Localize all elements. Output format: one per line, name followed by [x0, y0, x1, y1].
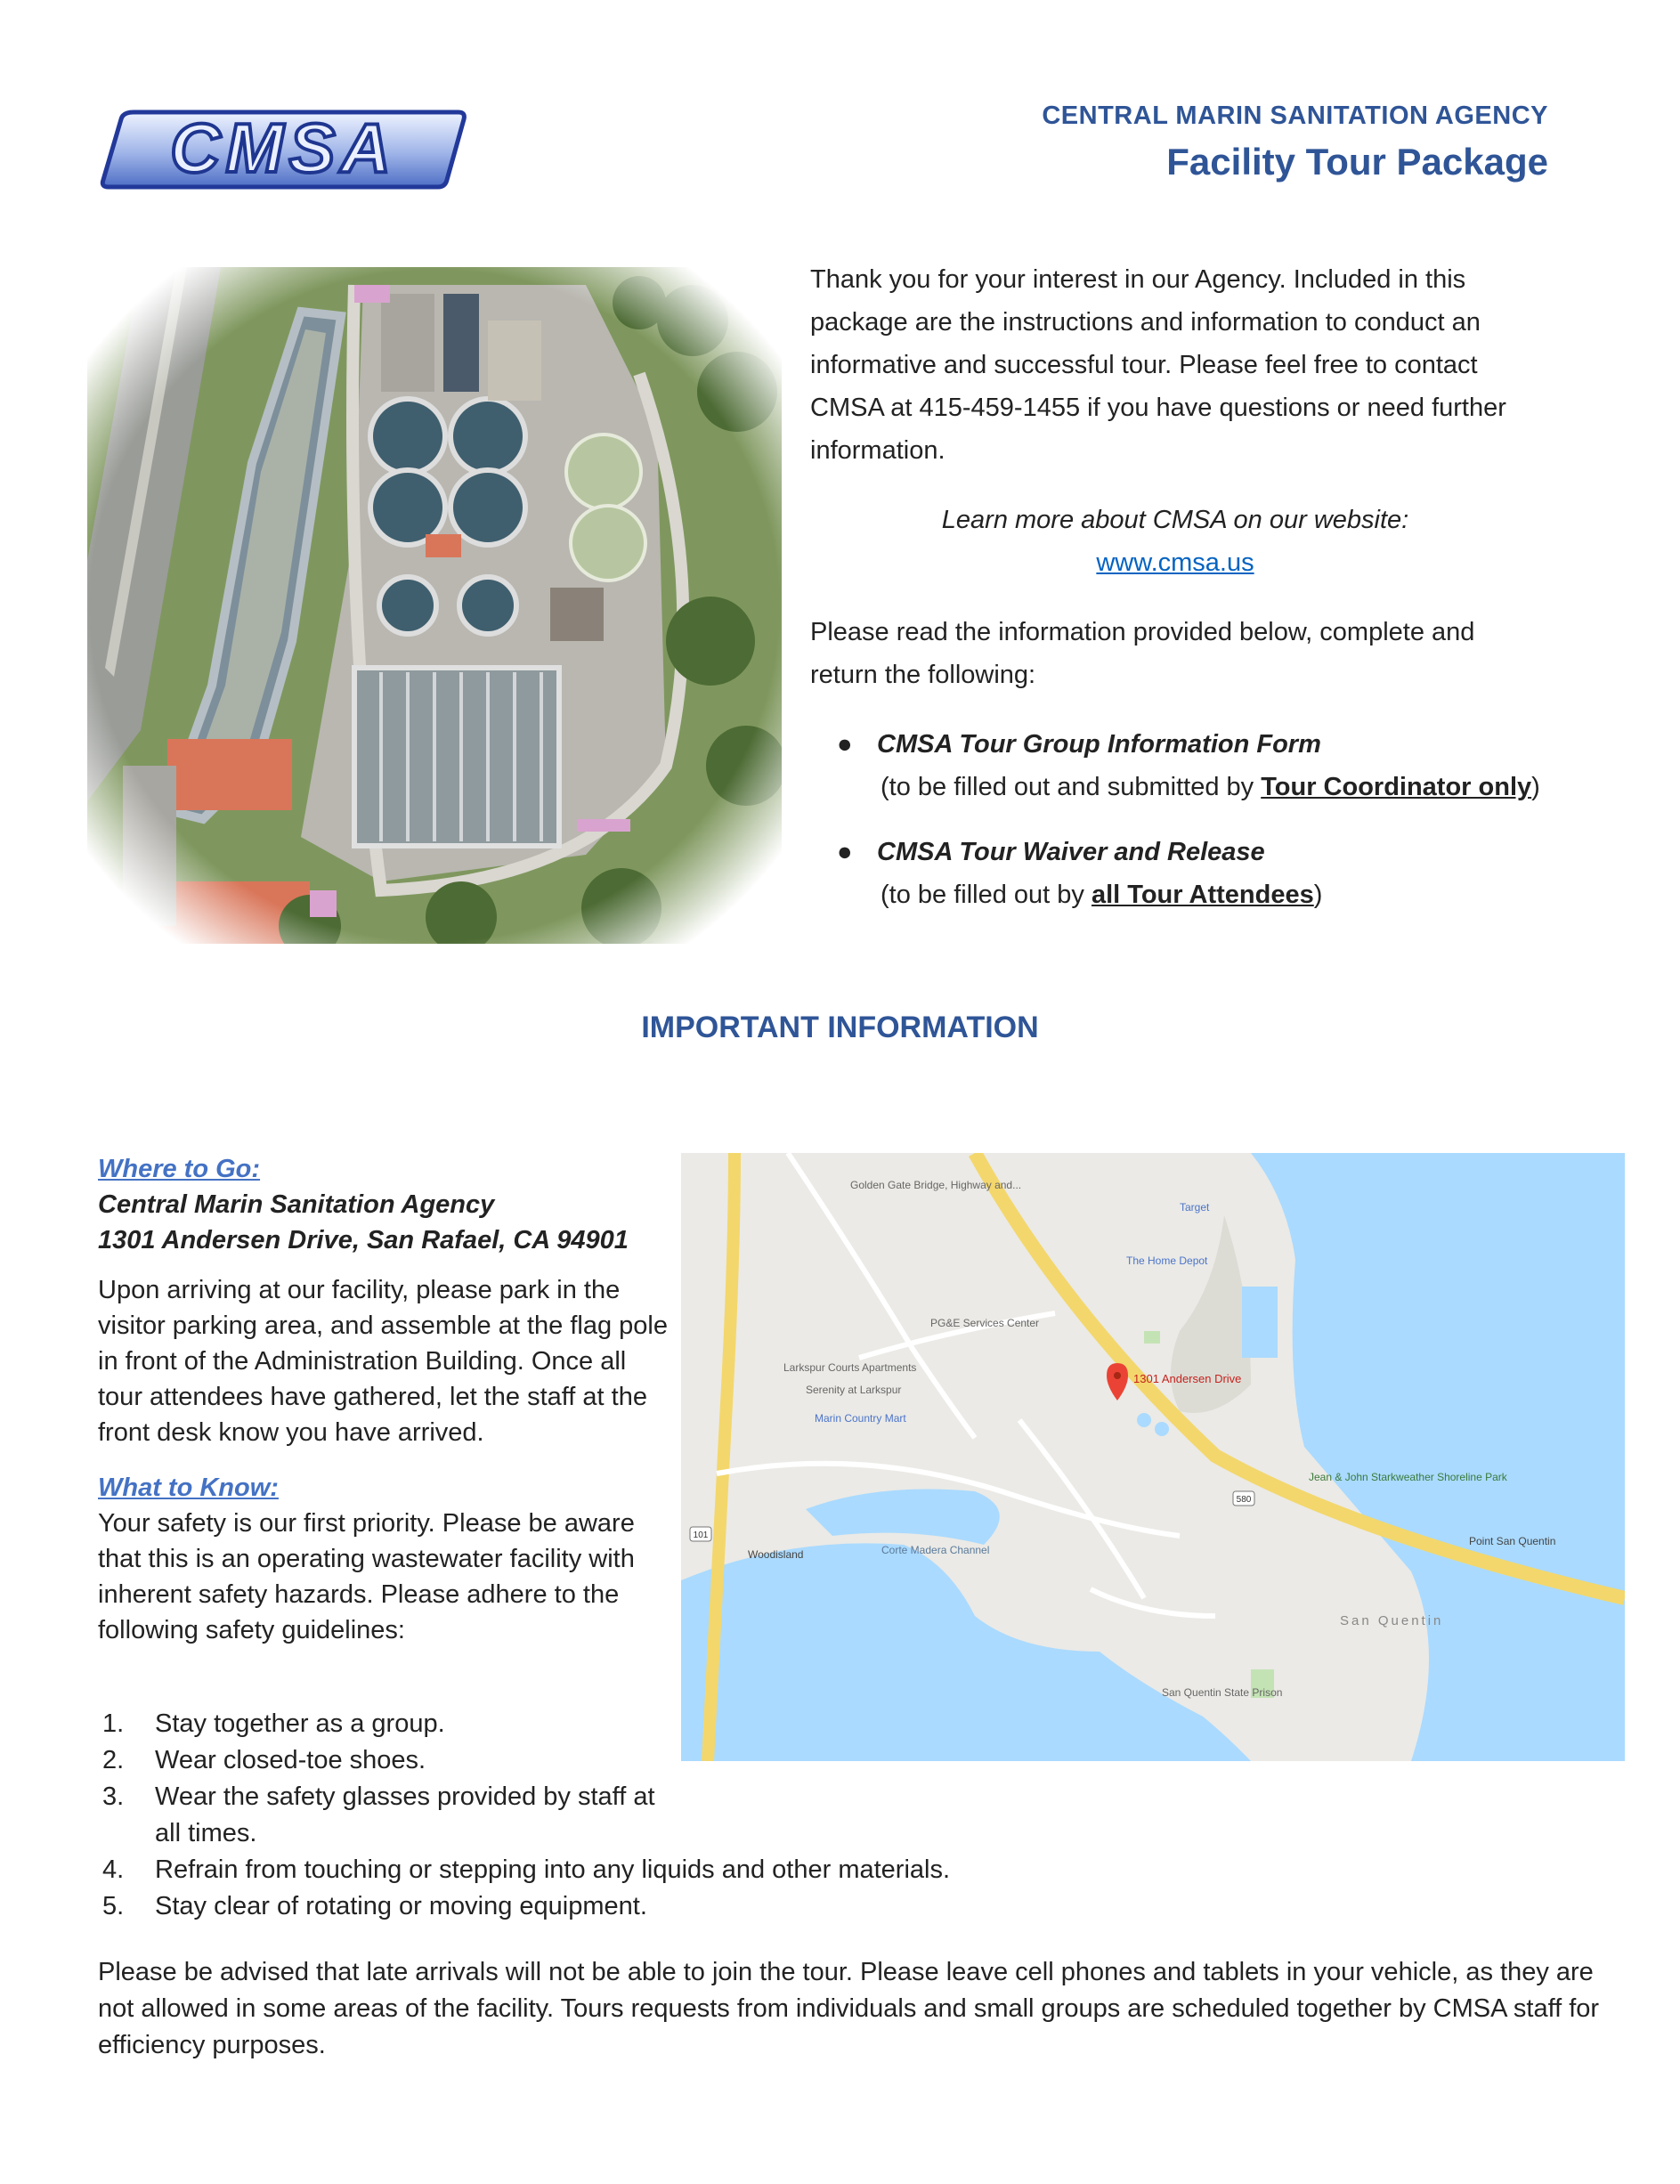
map-label-corte-madera: Corte Madera Channel	[881, 1544, 990, 1556]
logo-lettering: CMSA	[170, 109, 396, 187]
arrival-instructions: Upon arriving at our facility, please park in the visitor parking area, and assemble at the flag pole in front of the Administration Building. Once all tour attendees have gathered, let the staff at the front desk know you have arrived.	[98, 1276, 668, 1447]
list-item	[98, 1706, 662, 1742]
intro-paragraph: Thank you for your interest in our Agency. Included in this package are the instructions and information to conduct an informative and successful tour. Please feel free to contact CMSA at 415-459-1455 if you have questions or need further information.	[810, 265, 1506, 465]
forms-list	[810, 723, 1540, 916]
form-title: CMSA Tour Group Information Form	[877, 730, 1321, 759]
address-name: Central Marin Sanitation Agency	[98, 1190, 495, 1219]
guideline-text: Stay together as a group.	[155, 1709, 445, 1738]
list-number: 2.	[102, 1746, 125, 1774]
read-instructions: Please read the information provided below, complete and return the following:	[810, 618, 1475, 689]
cmsa-logo	[98, 105, 467, 194]
map-label-woodisland: Woodisland	[748, 1548, 804, 1561]
intro-section	[810, 258, 1540, 938]
list-item	[98, 1742, 662, 1779]
list-item	[98, 1779, 662, 1852]
list-item	[98, 1852, 1611, 1888]
what-heading: What to Know:	[98, 1474, 279, 1502]
list-number: 3.	[102, 1782, 125, 1811]
address-street: 1301 Andersen Drive, San Rafael, CA 94901	[98, 1226, 629, 1254]
guideline-text: Stay clear of rotating or moving equipment.	[155, 1892, 647, 1920]
safety-intro: Your safety is our first priority. Please be aware that this is an operating wastewater facility with inherent safety hazards. Please adhere to the following safety guidelines:	[98, 1509, 635, 1644]
list-number: 5.	[102, 1892, 125, 1920]
form-note-prefix: (to be filled out and submitted by	[881, 773, 1262, 801]
highway-shield-icon	[690, 1527, 711, 1541]
map-label-pge: PG&E Services Center	[930, 1317, 1040, 1329]
where-heading: Where to Go:	[98, 1155, 261, 1183]
location-map	[681, 1153, 1625, 1761]
map-label-larkspur-apts: Larkspur Courts Apartments	[783, 1361, 917, 1374]
guideline-text: Refrain from touching or stepping into any liquids and other materials.	[155, 1855, 951, 1884]
map-label-point-san-quentin: Point San Quentin	[1469, 1535, 1556, 1547]
form-note-suffix: )	[1313, 881, 1323, 909]
form-note-emphasis: Tour Coordinator only	[1261, 773, 1532, 801]
bullet-icon: ●	[837, 730, 853, 759]
map-label-target: Target	[1180, 1201, 1210, 1214]
map-label-san-quentin: San Quentin	[1340, 1613, 1444, 1628]
bullet-icon: ●	[837, 838, 853, 866]
advisory-paragraph: Please be advised that late arrivals will not be able to join the tour. Please leave cell phones and tablets in your vehicle, as they are not allowed in some areas of the facility. Tours requests from individuals and small groups are scheduled together by CMSA staff for efficiency purposes.	[98, 1958, 1600, 2059]
guideline-text: Wear the safety glasses provided by staff at all times.	[155, 1782, 655, 1847]
map-label-hwy-580: 580	[1236, 1495, 1252, 1505]
map-label-pin: 1301 Andersen Drive	[1133, 1372, 1242, 1385]
website-link[interactable]: www.cmsa.us	[1096, 548, 1254, 577]
form-title: CMSA Tour Waiver and Release	[877, 838, 1265, 866]
list-number: 4.	[102, 1855, 125, 1884]
cmsa-logo-graphic	[98, 105, 467, 194]
map-label-prison: San Quentin State Prison	[1162, 1686, 1283, 1699]
highway-shield-icon	[1233, 1491, 1254, 1506]
form-note-suffix: )	[1531, 773, 1540, 801]
form-note	[877, 873, 1540, 916]
list-item	[810, 831, 1540, 916]
where-to-go-section	[98, 1151, 668, 1648]
org-name: CENTRAL MARIN SANITATION AGENCY	[1042, 101, 1548, 130]
safety-guidelines-list	[98, 1706, 1611, 1925]
list-item	[98, 1888, 1611, 1925]
map-label-hwy-101: 101	[693, 1530, 709, 1540]
facility-aerial-photo	[87, 267, 782, 944]
form-note-emphasis: all Tour Attendees	[1091, 881, 1314, 909]
map-label-marin-country-mart: Marin Country Mart	[815, 1412, 906, 1425]
form-note	[877, 766, 1540, 808]
list-item	[810, 723, 1540, 808]
page-title: Facility Tour Package	[1166, 141, 1548, 183]
map-label-golden-gate: Golden Gate Bridge, Highway and...	[850, 1179, 1022, 1191]
list-number: 1.	[102, 1709, 125, 1738]
section-heading: IMPORTANT INFORMATION	[641, 1011, 1039, 1044]
map-label-shoreline-park: Jean & John Starkweather Shoreline Park	[1309, 1471, 1507, 1483]
form-note-prefix: (to be filled out by	[881, 881, 1092, 909]
map-label-serenity: Serenity at Larkspur	[806, 1384, 902, 1396]
website-prompt: Learn more about CMSA on our website:	[941, 506, 1409, 534]
guideline-text: Wear closed-toe shoes.	[155, 1746, 426, 1774]
map-label-home-depot: The Home Depot	[1126, 1254, 1208, 1267]
